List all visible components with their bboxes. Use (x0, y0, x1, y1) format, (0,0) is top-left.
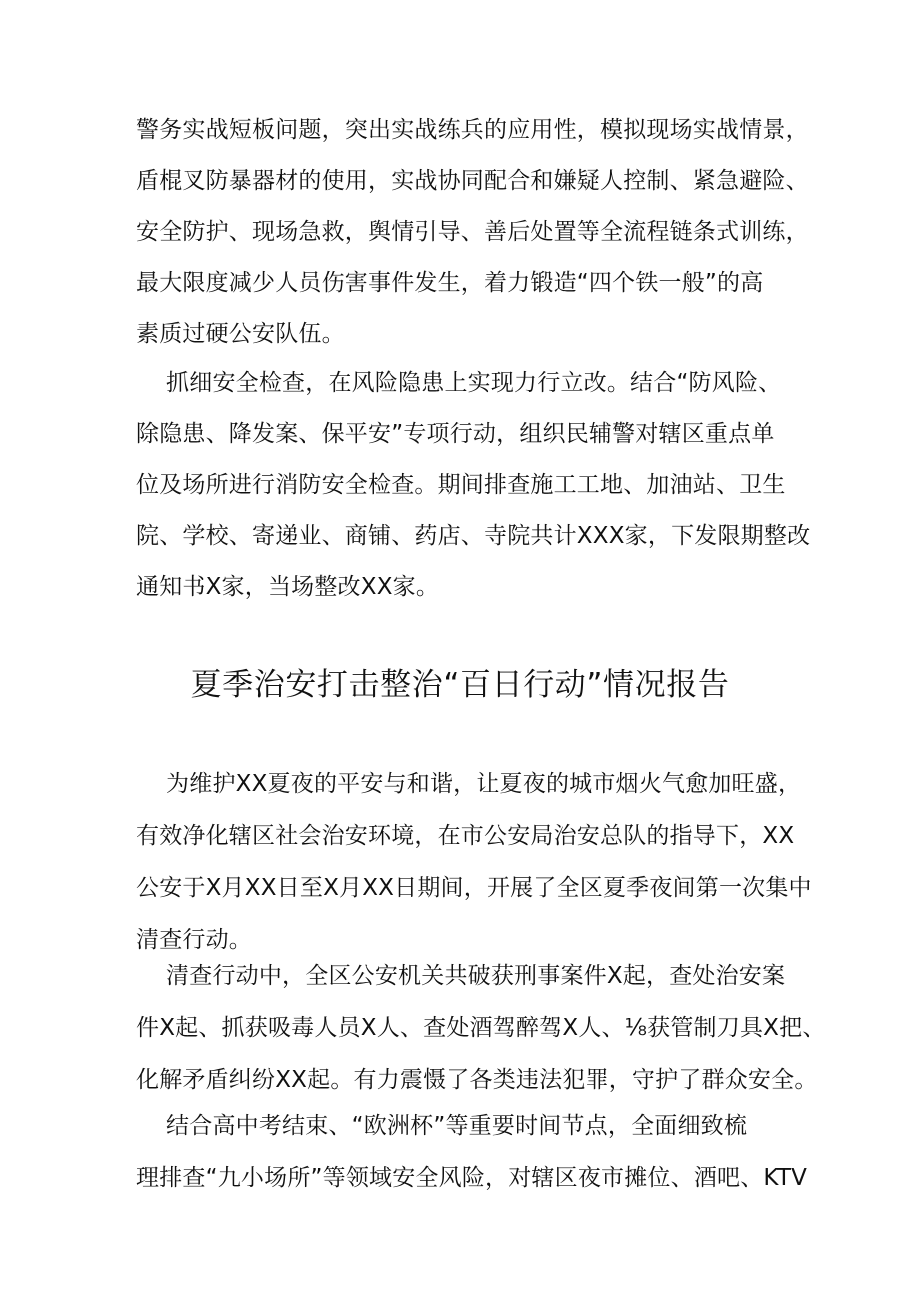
text-line: 素质过硬公安队伍。 (136, 321, 345, 347)
text-line: 抓细安全检查，在风险隐患上实现力行立改。结合“防风险、 (136, 370, 782, 396)
text-line: 件X起、抓获吸毒人员X人、查处酒驾醉驾X人、⅛获管制刀具X把、 (136, 1015, 826, 1041)
text-line: 除隐患、降发案、保平安”专项行动，组织民辅警对辖区重点单 (136, 421, 775, 447)
text-line: 清查行动。 (136, 927, 252, 953)
text-line: 理排查“九小场所”等领域安全风险，对辖区夜市摊位、酒吧、KTV (136, 1165, 808, 1191)
text-line: 结合高中考结束、“欧洲杯”等重要时间节点，全面细致梳 (136, 1113, 748, 1139)
text-line: 警务实战短板问题，突出实战练兵的应用性，模拟现场实战情景， (136, 117, 809, 143)
text-line: 化解矛盾纠纷XX起。有力震慑了各类违法犯罪，守护了群众安全。 (136, 1067, 818, 1093)
text-line: 公安于X月XX日至X月XX日期间，开展了全区夏季夜间第一次集中 (136, 875, 812, 901)
text-line: 安全防护、现场急救，舆情引导、善后处置等全流程链条式训练， (136, 219, 809, 245)
text-line: 最大限度减少人员伤害事件发生，着力锻造“四个铁一般”的高 (136, 270, 764, 296)
text-line: 通知书X家，当场整改XX家。 (136, 574, 440, 600)
text-line: 院、学校、寄递业、商铺、药店、寺院共计XXX家，下发限期整改 (136, 523, 811, 549)
text-line: 为维护XX夏夜的平安与和谐，让夏夜的城市烟火气愈加旺盛， (136, 771, 802, 797)
text-line: 有效净化辖区社会治安环境，在市公安局治安总队的指导下，XX (136, 823, 795, 849)
text-line: 位及场所进行消防安全检查。期间排查施工工地、加油站、卫生 (136, 472, 786, 498)
report-title: 夏季治安打击整治“百日行动”情况报告 (190, 667, 730, 703)
text-line: 盾棍叉防暴器材的使用，实战协同配合和嫌疑人控制、紧急避险、 (136, 168, 809, 194)
text-line: 清查行动中，全区公安机关共破获刑事案件X起，查处治安案 (136, 963, 786, 989)
